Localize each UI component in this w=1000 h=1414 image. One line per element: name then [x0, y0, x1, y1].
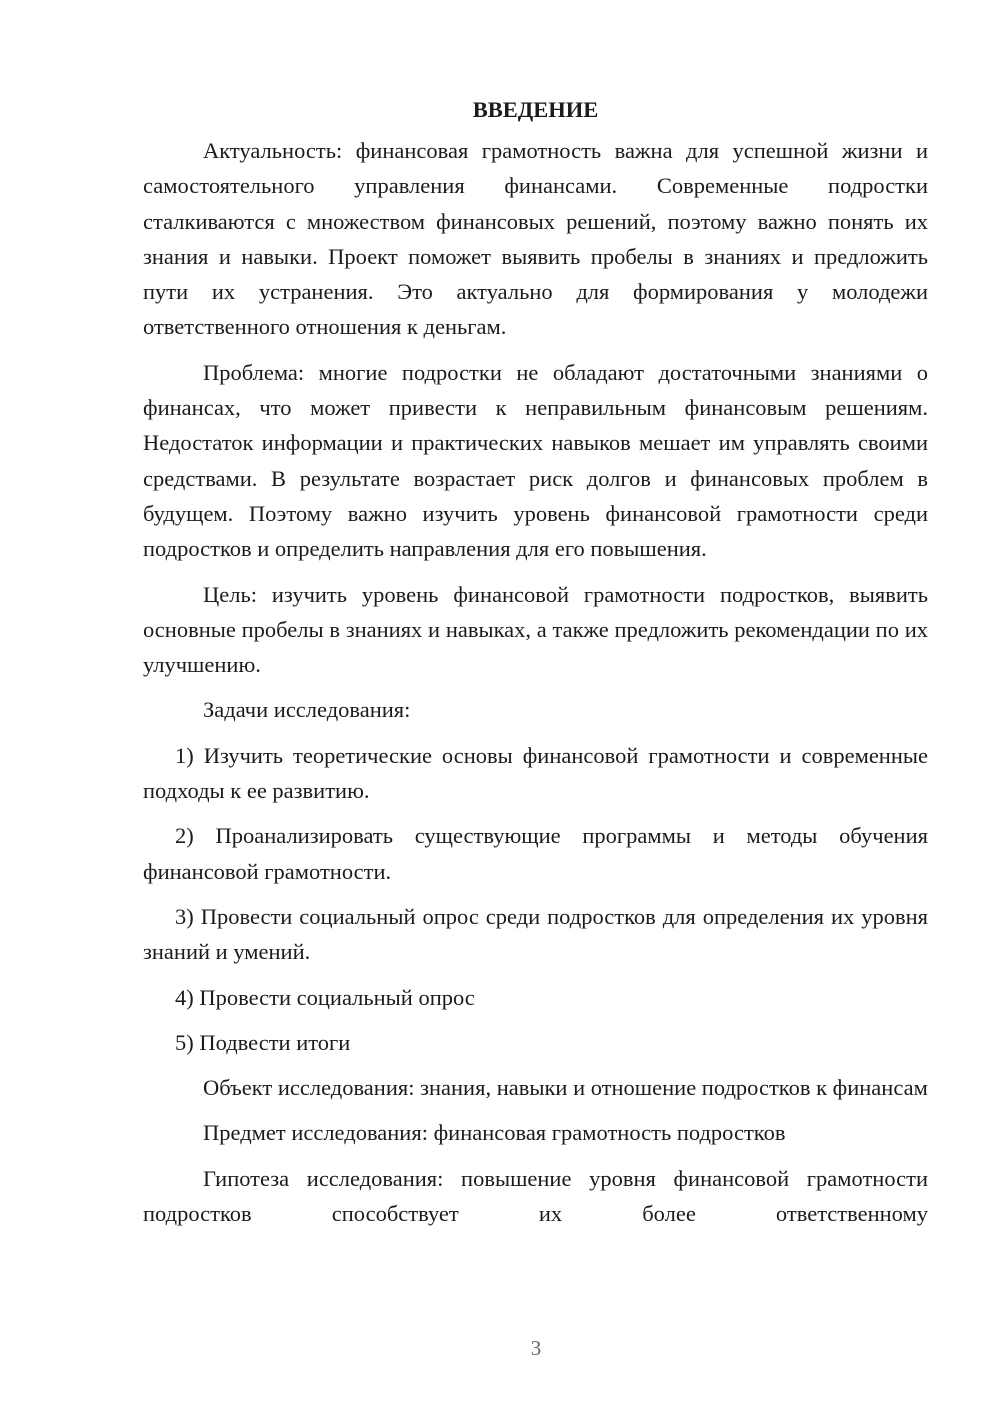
- task-item-2: 2) Проанализировать существующие программы и методы обучения финансовой грамотности.: [143, 823, 928, 884]
- task-item-4: 4) Провести социальный опрос: [175, 984, 475, 1010]
- task-item-1: 1) Изучить теоретические основы финансовой грамотности и современные подходы к ее развитию.: [143, 742, 928, 804]
- page-number: 3: [530, 1336, 542, 1360]
- paragraph-goal: Цель: изучить уровень финансовой грамотности подростков, выявить основные пробелы в знаниях и навыках, а также предложить рекомендации по их улучшению.: [143, 581, 928, 678]
- task-item-5: 5) Подвести итоги: [175, 1029, 351, 1055]
- paragraph-tasks-heading: Задачи исследования:: [203, 697, 411, 723]
- paragraph-subject: Предмет исследования: финансовая грамотность подростков: [203, 1120, 786, 1146]
- paragraph-problem: Проблема: многие подростки не обладают достаточными знаниями о финансах, что может привести к неправильным финансовым решениям. Недостаток информации и практических навыков мешает им управлять своими средствами. В результате возрастает риск долгов и финансовых проблем в будущем. Поэтому важно изучить уровень финансовой грамотности среди подростков и определить направления для его повышения.: [143, 359, 928, 562]
- paragraph-object: Объект исследования: знания, навыки и отношение подростков к финансам: [203, 1075, 928, 1101]
- document-body: [143, 92, 928, 1241]
- paragraph-hypothesis: Гипотеза исследования: повышение уровня финансовой грамотности подростков способствует их более ответственному: [143, 1165, 928, 1227]
- section-heading: ВВЕДЕНИЕ: [472, 97, 599, 122]
- task-item-3: 3) Провести социальный опрос среди подростков для определения их уровня знаний и умений.: [143, 903, 928, 965]
- paragraph-relevance: Актуальность: финансовая грамотность важна для успешной жизни и самостоятельного управления финансами. Современные подростки сталкиваются с множеством финансовых решений, поэтому важно понять их знания и навыки. Проект поможет выявить пробелы в знаниях и предложить пути их устранения. Это актуально для формирования у молодежи ответственного отношения к деньгам.: [143, 138, 928, 340]
